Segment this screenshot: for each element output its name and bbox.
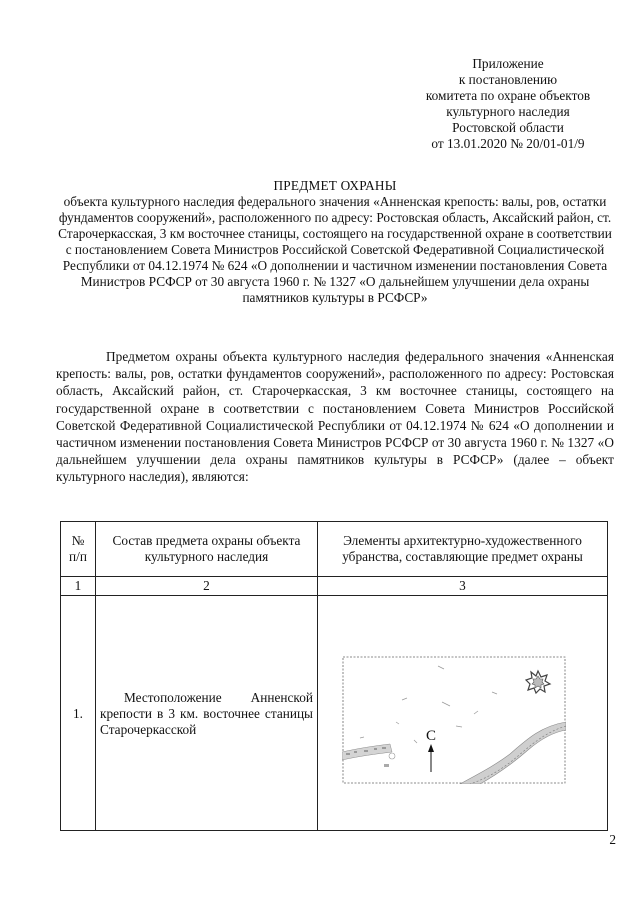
document-title-block <box>56 178 614 306</box>
appendix-line: культурного наследия <box>446 104 570 119</box>
appendix-line: от 13.01.2020 № 20/01-01/9 <box>431 136 585 151</box>
table-row <box>61 596 608 831</box>
column-number: 2 <box>96 577 318 596</box>
location-map-image <box>342 656 566 784</box>
header-number: № п/п <box>61 522 96 577</box>
row-number: 1. <box>61 596 96 831</box>
north-label: С <box>425 728 437 744</box>
appendix-line: Ростовской области <box>452 120 564 135</box>
protection-subject-table <box>60 521 608 831</box>
column-number: 1 <box>61 577 96 596</box>
document-subtitle: объекта культурного наследия федерального значения «Анненская крепость: валы, ров, остатки фундаментов сооружений», расположенного по адресу: Ростовская область, Аксайский район, ст. Старочеркасская, 3 км восточнее станицы, состоящего на государственной охране в соответствии с постановлением Совета Министров Российской Советской Федеративной Социалистической Республики от 04.12.1974 № 624 «О дополнении и частичном изменении постановления Совета Министров РСФСР от 30 августа 1960 г. № 1327 «О дальнейшем улучшении дела охраны памятников культуры в РСФСР» <box>58 194 612 305</box>
column-number: 3 <box>318 577 608 596</box>
table-column-numbers-row <box>61 577 608 596</box>
header-elements: Элементы архитектурно-художественного убранства, составляющие предмет охраны <box>318 522 608 577</box>
appendix-line: Приложение <box>472 56 544 71</box>
row-elements-cell <box>318 596 608 831</box>
appendix-line: к постановлению <box>458 72 558 87</box>
appendix-line: комитета по охране объектов <box>425 88 591 103</box>
row-description: Местоположение Анненской крепости в 3 км. восточнее станицы Старочеркасской <box>96 596 318 831</box>
table-header-row <box>61 522 608 577</box>
header-composition: Состав предмета охраны объекта культурного наследия <box>96 522 318 577</box>
page-number: 2 <box>609 832 616 847</box>
location-map <box>342 656 566 784</box>
intro-paragraph: Предметом охраны объекта культурного наследия федерального значения «Анненская крепость: валы, ров, остатки фундаментов сооружений», расположенного по адресу: Ростовская область, Аксайский район, ст. Старочеркасская, 3 км восточнее станицы, состоящего на государственной охране в соответствии с постановлением Совета Министров Российской Советской Федеративной Социалистической Республики от 04.12.1974 № 624 «О дополнении и частичном изменении постановления Совета Министров РСФСР от 30 августа 1960 г. № 1327 «О дальнейшем улучшении дела охраны памятников культуры в РСФСР» (далее – объект культурного наследия), являются: <box>56 349 614 485</box>
appendix-header <box>390 56 626 152</box>
document-heading: ПРЕДМЕТ ОХРАНЫ <box>273 178 397 193</box>
